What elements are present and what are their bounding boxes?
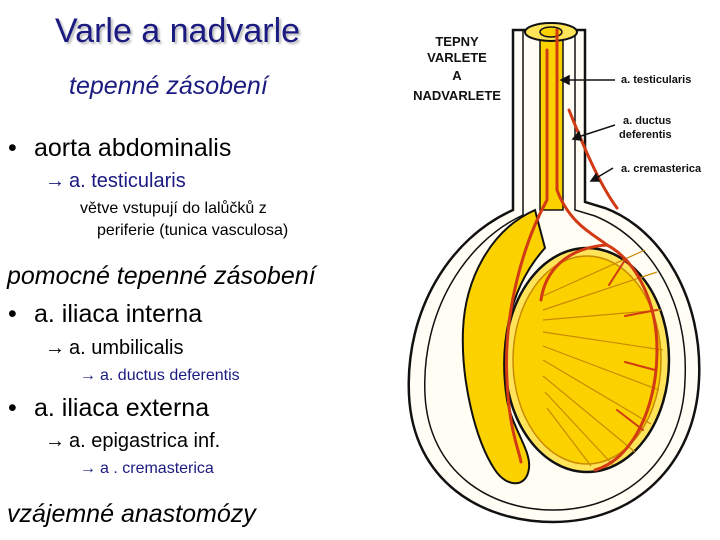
arrow-glyph: → bbox=[45, 170, 65, 192]
label-ductus-line1: a. ductus bbox=[623, 115, 672, 127]
label-ductus-line2: deferentis bbox=[619, 129, 672, 141]
testicularis-label: a. testicularis bbox=[69, 170, 186, 192]
sub-sub-item-cremasterica bbox=[80, 460, 214, 478]
diagram-heading-line4: NADVARLETE bbox=[413, 88, 501, 103]
slide-subtitle: tepenné zásobení bbox=[69, 72, 268, 100]
bullet-iliaca-externa bbox=[8, 394, 209, 423]
arrow-glyph: → bbox=[45, 430, 65, 452]
epigastrica-label: a. epigastrica inf. bbox=[69, 430, 221, 452]
bullet-aorta-abdominalis bbox=[8, 134, 231, 163]
arrow-glyph: → bbox=[80, 460, 96, 477]
accessory-supply-heading: pomocné tepenné zásobení bbox=[7, 262, 316, 290]
branches-note-line2: periferie (tunica vasculosa) bbox=[97, 222, 289, 239]
anastomoses-note: vzájemné anastomózy bbox=[7, 500, 256, 528]
ductus-lumen bbox=[540, 27, 562, 37]
umbilicalis-label: a. umbilicalis bbox=[69, 337, 184, 359]
iliaca-externa-label: a. iliaca externa bbox=[34, 394, 210, 422]
iliaca-interna-label: a. iliaca interna bbox=[34, 300, 203, 328]
branches-note-line1: větve vstupují do lalůčků z bbox=[80, 200, 267, 217]
arrow-glyph: → bbox=[80, 367, 96, 384]
sub-item-testicularis bbox=[45, 170, 186, 193]
aorta-label: aorta abdominalis bbox=[34, 134, 232, 162]
spermatic-cord bbox=[540, 30, 563, 210]
testis-artery-diagram bbox=[395, 10, 713, 530]
diagram-heading-line1: TEPNY bbox=[435, 34, 479, 49]
bullet-iliaca-interna bbox=[8, 300, 202, 329]
sub-sub-item-ductus bbox=[80, 367, 240, 385]
cremasterica-label: a . cremasterica bbox=[100, 460, 214, 477]
sub-item-umbilicalis bbox=[45, 337, 183, 360]
diagram-heading-line2: VARLETE bbox=[427, 50, 487, 65]
label-cremasterica: a. cremasterica bbox=[621, 163, 702, 175]
bullet-glyph: • bbox=[8, 300, 17, 328]
bullet-glyph: • bbox=[8, 394, 17, 422]
sub-item-epigastrica bbox=[45, 430, 220, 453]
ductus-deferentis-label: a. ductus deferentis bbox=[100, 367, 240, 384]
bullet-glyph: • bbox=[8, 134, 17, 162]
label-testicularis: a. testicularis bbox=[621, 74, 692, 86]
diagram-heading-line3: A bbox=[452, 68, 462, 83]
arrow-glyph: → bbox=[45, 337, 65, 359]
slide-title: Varle a nadvarle bbox=[55, 12, 301, 50]
